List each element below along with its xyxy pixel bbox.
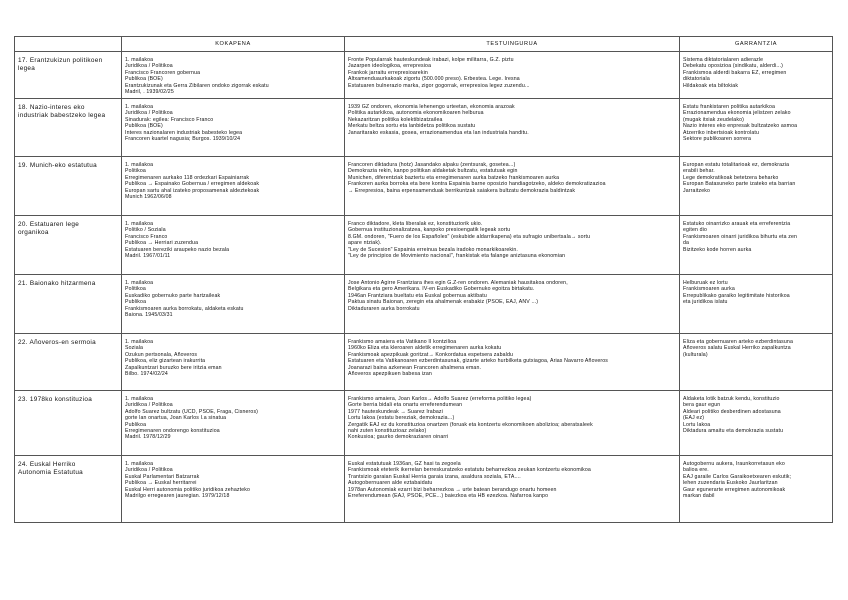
testuingurua-cell [345,275,680,334]
table-row [15,216,833,275]
cell-line: Politiko / Soziala [125,227,166,234]
cell-line: Fronte Popularrak hauteskundeak irabazi, kolpe militarra, G.Z. piztu [348,57,514,63]
kokapena-cell [122,391,345,456]
cell-line: Francisco Franco [125,233,168,240]
cell-line: Euskal estatutuak 1936an, GZ hasi ta zegoela [348,461,461,467]
cell-line: Estatuaren bulnerazio marka, zigor gogorrak, errepresioa legez zuzendu... [348,82,530,89]
cell-line: Publikoa [125,421,147,428]
table-row [15,52,833,99]
cell-line: Publikoa → Espainako Gobernua / erregimen aldekoak [125,181,260,188]
cell-line: balioa ere. [683,467,709,474]
row-title [15,157,122,216]
cell-line: Erregimenaren ondorengo konstituzioa [125,428,220,435]
kokapena-cell [122,99,345,157]
cell-line: gorte lan onartua, Joan Karlos I.a sinatua [125,415,227,422]
cell-line: Trantsizio garaian Euskal Herria garaia izana, asaldura soziala, ETA.... [348,473,521,480]
cell-line: Europan Batasuneko parte izateko eta barrian [683,181,796,188]
cell-line: Ozukun pertsonala, Añoveros [125,351,198,358]
cell-line: Autogobernuaren alde eztabaidatu [348,480,433,487]
cell-line: Madril, . 1939/02/25 [125,89,174,96]
testuingurua-cell [345,456,680,523]
cell-line: → Errepresioa, baina erpensamenduak berrikuntzak saiakera bultzatu demokrazia baldintzak [348,187,576,194]
row-title-line: organikoa [18,229,49,236]
row-title-line: Autonomia Estatutua [18,469,84,476]
row-title-line: legea [18,65,36,72]
row-title-line: 19. Munich-eko estatutua [18,162,97,169]
row-title [15,52,122,99]
cell-line: Franco diktadore, kleta liberalak ez, konstituziorik ukio. [348,221,483,227]
table-row [15,157,833,216]
testuingurua-cell [345,216,680,275]
cell-line: Nazio interes eko enpresak bultzatzeko asmoa [683,123,798,130]
cell-line: Lege demokratikoak betetzera beharko [683,174,779,181]
kokapena-cell [122,52,345,99]
cell-line: Frankismo amaiera, Joan Karlos→ Adolfo Suarez (erreforma politiko legea) [348,396,532,402]
row-title-line: 20. Estatuaren lege [18,221,80,228]
row-title-line: 17. Erantzukizun politikoen [18,57,103,64]
cell-line: Publikoa → Euskal herritarrei [125,480,197,487]
cell-line: Juridikoa / Politikoa [125,467,173,474]
cell-line: Euskadiko gobernuko parte hartzaileak [125,292,221,299]
cell-line: Frankoren aurka borroka eta bere kontra Espainia barne oposizio handiagotzeko, aldeko demokratizazioa [348,181,606,188]
cell-line: Añoveros apezpikuen babesa izan [348,371,432,378]
row-title [15,99,122,157]
cell-line: Estatuko oinarrizko arauak eta erreferentzia [683,221,791,227]
testuingurua-cell [345,391,680,456]
cell-line: Munich 1962/06/08 [125,194,172,201]
cell-line: Belgikara eta gero Amerikara. IV-en Euskadiko Gobernuko egoitza birtakatu. [348,286,535,293]
cell-line: "Ley de principios de Movimiento nacional", frankistak eta falange aniztasuna ekonomian [348,253,566,260]
cell-line: bera gaur egun [683,402,721,409]
row-title [15,334,122,391]
cell-line: (mugak itxiak zeudelako) [683,116,744,123]
cell-line: Madril. 1978/12/29 [125,434,171,441]
table-row [15,99,833,157]
kokapena-cell [122,157,345,216]
garrantzia-cell [680,52,833,99]
cell-line: Frankismoak eteterik ikerrelan berreskuratzeko estatutu beharrezkoa zeukan kontzertu ekonomikoa [348,467,591,474]
cell-line: Aldaketa lotik batzuk kendu, konstituzio [683,396,780,402]
table-row [15,275,833,334]
cell-line: Frankismoaren aurka [683,286,735,293]
cell-line: Janaritarako eskasia, gosea, errazionamendua eta lan industriala handitu. [348,129,529,136]
row-title [15,456,122,523]
kokapena-cell [122,456,345,523]
cell-line: (kulturala) [683,351,708,358]
cell-line: Merkatu beltza sortu eta lanbidetza politikoa sustatu [348,123,476,130]
cell-line: Juridikoa / Politikoa [125,402,173,409]
garrantzia-cell [680,275,833,334]
cell-line: Demokrazia rekin, kanpo politikan aldaketak bultzatu, estatutuak egin [348,168,518,175]
cell-line: Nekazaritzan politika kolektibizatzailea [348,116,443,123]
row-title-line: 18. Nazio-interes eko [18,104,85,111]
testuingurua-cell [345,99,680,157]
testuingurua-cell [345,157,680,216]
cell-line: Interes nazionalaren industriak babesteko legea [125,129,243,136]
garrantzia-cell [680,391,833,456]
kokapena-cell [122,334,345,391]
cell-line: Sinadurak: egilea: Francisco Franco [125,116,214,123]
cell-line: EAJ garaile Carlos Garaikoetxearen eskutik; [683,473,792,480]
cell-line: da [683,240,690,247]
cell-line: Eliza eta gobernuaren arteko ezberdintasuna [683,339,793,345]
garrantzia-cell [680,334,833,391]
cell-line: Gobernua instituzionalizatzea, kanpoko presioengatik legeak sortu [348,227,511,234]
header-testuingurua: TESTUINGURUA [345,37,680,52]
cell-line: Frankismoa alderdi bakarra EZ, erregimen [683,69,787,76]
cell-line: Erreferendumean (EAJ, PSOE, PCE...) baiezkoa eta HB ezezkoa. Nafarroa kanpo [348,493,549,500]
cell-line: Francoren diktadura (hotz) Jasandako alpaku (zentsurak, gosetea...) [348,162,516,168]
cell-line: Helburuak ez lortu [683,280,728,286]
table-header-row [15,37,833,52]
cell-line: Juridikoa / Politikoa [125,63,173,70]
cell-line: Madril. 1967/01/11 [125,253,171,260]
row-title-line: industriak babestzeko legea [18,112,106,119]
cell-line: Gaur egunerarte erregimen autonomikoak [683,486,786,493]
cell-line: egiten dio [683,227,707,234]
row-title-line: 24. Euskal Herriko [18,461,76,468]
cell-line: Soziala [125,345,144,352]
cell-line: Lortu lakoa [683,421,711,428]
garrantzia-cell [680,99,833,157]
cell-line: Bilbo. 1974/02/24 [125,371,168,378]
cell-line: Atzerriko inbertsioak kontrolatu [683,129,760,136]
cell-line: Paktua sinatu Baionan, zeregin eta ahalmenak erabakiz (PSOE, EAJ, ANV ...) [348,299,539,306]
cell-line: Konkusioa; gaurko demokraziaren oinarri [348,434,449,441]
cell-line: 1. mailakoa [125,221,154,227]
cell-line: Francisco Francoren gobernua [125,69,201,76]
cell-line: eta juridikoa islatu [683,299,728,306]
cell-line: Erantzukizunak eta Gerra Zibilaren ondoko zigorrak eskatu [125,82,269,89]
cell-line: "Ley de Sucesion" Espainia erreinua bezala iradoko monarkikoarekin. [348,246,519,253]
cell-line: lehen zuzendaria Euskoko Jaurlaritzan [683,480,778,487]
cell-line: Estatuaren eta Vatikanoaren ezberdintasunak, gizarte arteko hurbilketa gutxiagoa, Arias Navarro Añoveros [348,358,609,365]
cell-line: Jarraitzeko [683,187,711,194]
cell-line: Estatuaren bereziki araupeko nazio bezala [125,246,230,253]
garrantzia-cell [680,216,833,275]
cell-line: 1946an Frantziara bueltatu eta Euskal gobernua aktibatu [348,292,487,299]
kokapena-cell [122,216,345,275]
cell-line: erabili behar. [683,168,715,175]
cell-line: Politikoa [125,168,146,175]
cell-line: Añoveros salatu Euskal Herriko zapalkuntza [683,345,791,352]
header-kokapena: KOKAPENA [122,37,345,52]
cell-line: 1960ko Eliza eta kleroaren aldetik erregimenaren aurka kokatu [348,345,502,352]
cell-line: Publikoa, eliz gizartean irakurrita [125,358,206,365]
cell-line: Errepublikako garaiko legitimitate historikoa [683,292,790,299]
cell-line: 1977 hauteskundeak → Suarez Irabazi [348,408,443,415]
cell-line: Europan estatu totalitarioak ez, demokrazia [683,162,790,168]
cell-line: Autogobernu aukera, Iraunkorretasun eko [683,461,785,467]
table-row [15,334,833,391]
garrantzia-cell [680,157,833,216]
cell-line: Euskal Herri autonomia politiko juridikoa zehazteko [125,486,251,493]
cell-line: Europan sartu ahal izateko proposamenak aldeztekoak [125,187,260,194]
testuingurua-cell [345,334,680,391]
cell-line: 1939 GZ ondoren, ekonomia lehenengo urteetan, ekonomia arazoak [348,104,515,110]
cell-line: Frankismoak apezpikuak goritzat→ Konkordatua espetsera zabaldu [348,351,514,358]
cell-line: Francoren kuartel nagusia; Burgos. 1939/10/24 [125,136,241,143]
cell-line: Sistema diktatorialaren adierazle [683,57,764,63]
garrantzia-cell [680,456,833,523]
cell-line: Joanarazi baina azkenean Francoren ahalmena eman. [348,364,482,371]
row-title [15,275,122,334]
cell-line: markan dabil [683,493,715,500]
cell-line: Lortu lakoa (estatu bereziak, demokrazia...) [348,415,455,422]
cell-line: 1978an Autonomiak ezarri bizi beharrezkoa → urte batean berandugo onartu homeen [348,486,557,493]
cell-line: Jose Antonio Agirre Frantziara ihes egin G.Z-ren ondoren. Alemaniak hausitakoa ondoren, [348,280,568,286]
header-garrantzia: GARRANTZIA [680,37,833,52]
cell-line: Sektore publikoaren sorrera [683,136,752,143]
cell-line: 8.GM. ondoren, "Fuero de los Españoles" (eskubide aldarrikapena) eta sufragio unibertsala→ sortu [348,233,591,240]
cell-line: Euskal Parlamentari Batzarrak [125,473,200,480]
row-title [15,391,122,456]
cell-line: Publikoa (BOE) [125,76,163,83]
table-row [15,456,833,523]
cell-line: Frankismoaren aurka borrokatu, aldaketa eskatu [125,305,244,312]
cell-line: 1. mailakoa [125,461,154,467]
row-title-line: 21. Baionako hitzarmena [18,280,96,287]
cell-line: Adolfo Suarez bultzatu (UCD, PSOE, Fraga, Cisneros) [125,408,259,415]
cell-line: Politika autarkikoa, autonomia ekonomikoaren helburua [348,110,484,117]
cell-line: Gorte berria bidali eta onartu erreferendumean [348,402,463,409]
cell-line: 1. mailakoa [125,396,154,402]
cell-line: Zapalkuntzari buruzko bere iritzia eman [125,364,222,371]
cell-line: diktatoriala [683,76,710,83]
row-title [15,216,122,275]
cell-line: Hildakoak eta biltokiak [683,82,739,89]
cell-line: Juridikoa / Politikoa [125,110,173,117]
history-comment-table [14,36,833,523]
row-title-line: 22. Añoveros-en sermoia [18,339,96,346]
cell-line: Altxamenduaurkakoak zigortu (500.000 preso). Erbestea. Lege. Iresna [348,76,520,83]
header-title [15,37,122,52]
cell-line: 1. mailakoa [125,162,154,168]
cell-line: Frankok jarraitu errepresioarekin [348,69,428,76]
cell-line: 1. mailakoa [125,280,154,286]
cell-line: Estatu frankistaren politika autarkikoa [683,104,776,110]
cell-line: Debekatu oposizioa (sindikatu, alderdi...) [683,63,784,70]
cell-line: Baiona. 1945/03/31 [125,312,173,319]
table-row [15,391,833,456]
cell-line: Publikoa (BOE) [125,123,163,130]
cell-line: Zergatik EAJ ez du konstituzioa onartzen (foruak eta kontzertu ekonomikoen abolizioa; aberatsaleek [348,421,593,428]
cell-line: 1. mailakoa [125,57,154,63]
cell-line: Publikoa [125,299,147,306]
cell-line: Diktadura amaitu eta demokrazia sustatu [683,428,784,435]
cell-line: Frankismoaren oinarri juridikoa bihurtu eta zen [683,233,798,240]
cell-line: apare ntziak). [348,240,382,247]
cell-line: Publikoa → Herriari zuzendua [125,240,199,247]
cell-line: (EAJ ez) [683,415,705,422]
cell-line: Diktaduraren aurka borrokatu [348,305,420,312]
cell-line: Frankismo amaiera eta Vatikano II kontzilioa [348,339,457,345]
cell-line: Errazionamendua ekonomia jelistzen zelako [683,110,791,117]
cell-line: Aldeari politiko desberdinen adostasuna [683,408,781,415]
cell-line: Munichen, diferentziak baztertu eta erregimenaren aurka batzeko frankismoaren aurka [348,174,560,181]
cell-line: 1. mailakoa [125,104,154,110]
kokapena-cell [122,275,345,334]
testuingurua-cell [345,52,680,99]
cell-line: Erregimenaren aurkako 118 ordezkari Espainiarrak [125,174,250,181]
cell-line: 1. mailakoa [125,339,154,345]
cell-line: nahi zuten konstituzioaz zelako) [348,428,427,435]
cell-line: Politikoa [125,286,146,293]
cell-line: Madrilgo erregearen jauregian. 1979/12/18 [125,493,230,500]
cell-line: Bizitzeko kode horren aurka [683,246,752,253]
row-title-line: 23. 1978ko konstituzioa [18,396,93,403]
cell-line: Jazarpen ideologikoa, errepresioa [348,63,432,70]
